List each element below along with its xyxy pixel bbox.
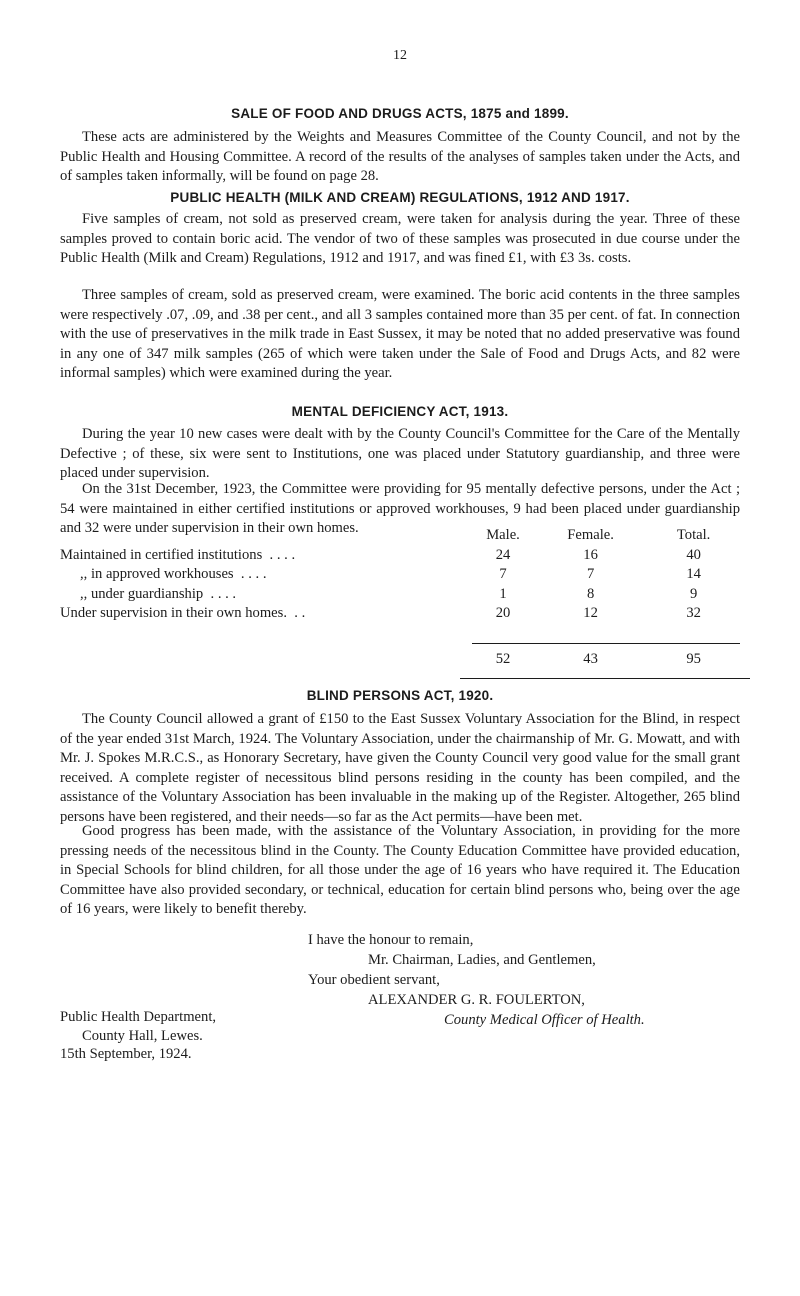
- table-spacer: [60, 624, 740, 644]
- row-label: Under supervision in their own homes. . .: [60, 605, 306, 622]
- page-number: 12: [393, 48, 407, 63]
- paragraph-mental-deficiency-1: During the year 10 new cases were dealt with by the County Council's Committee for the Care of the Mentally Defective ; of these, six were sent to Institutions, one was placed under Statutory guardianship, and three were placed under supervision.: [60, 426, 740, 481]
- table-header-female: Female.: [567, 527, 614, 544]
- row-male: 7: [499, 566, 507, 583]
- row-total: 32: [686, 605, 701, 622]
- row-male: 24: [495, 546, 511, 563]
- row-female: 8: [586, 585, 595, 602]
- total-female: 43: [534, 644, 647, 670]
- total-total: 95: [647, 644, 740, 670]
- row-label: ,, in approved workhouses . . . .: [80, 566, 267, 583]
- signatory-title: County Medical Officer of Health.: [444, 1012, 645, 1028]
- paragraph-blind-persons-1: The County Council allowed a grant of £150 to the East Sussex Voluntary Association for the Blind, in respect of the year ended 31st March, 1924. The Voluntary Association, under the chairmanship of Mr. G. Mowatt, and with Mr. J. Spokes M.R.C.S., as Honorary Secretary, have given the County Council very good value for the small grant received. A complete register of necessitous blind persons residing in the county has been compiled, and the assistance of the Voluntary Association has been invaluable in the making up of the Register. Altogether, 265 blind persons have been registered, and their needs—so far as the Act permits—have been met.: [60, 711, 740, 825]
- heading-blind-persons: BLIND PERSONS ACT, 1920.: [306, 688, 494, 703]
- paragraph-sale-of-food: These acts are administered by the Weights and Measures Committee of the County Council, and not by the Public Health and Housing Committee. A record of the results of the analyses of samples taken under the Acts, and of samples taken informally, will be found on page 28.: [60, 129, 740, 184]
- row-female: 12: [583, 605, 598, 622]
- heading-sale-of-food: SALE OF FOOD AND DRUGS ACTS, 1875 and 1899.: [231, 106, 569, 121]
- table-header-male: Male.: [486, 527, 520, 544]
- row-label: ,, under guardianship . . . .: [80, 585, 237, 602]
- table-row: [60, 585, 740, 605]
- paragraph-milk-cream-1: Five samples of cream, not sold as preserved cream, were taken for analysis during the year. Three of these samples proved to contain boric acid. The vendor of two of these samples was prosecuted in due course under the Public Health (Milk and Cream) Regulations, 1912 and 1917, and was fined £1, with £3 3s. costs.: [60, 211, 740, 266]
- address-block: [60, 1008, 216, 1064]
- heading-mental-deficiency: MENTAL DEFICIENCY ACT, 1913.: [291, 404, 509, 419]
- closing-line-3: Your obedient servant,: [308, 972, 440, 988]
- table-row: [60, 565, 740, 585]
- heading-milk-cream: PUBLIC HEALTH (MILK AND CREAM) REGULATIONS, 1912 AND 1917.: [170, 190, 630, 205]
- address-line-2: County Hall, Lewes.: [82, 1027, 203, 1044]
- row-total: 40: [686, 546, 701, 563]
- row-male: 20: [495, 605, 511, 622]
- table-totals-row: [60, 644, 740, 670]
- row-label: Maintained in certified institutions . . . .: [60, 546, 296, 563]
- closing-line-2: Mr. Chairman, Ladies, and Gentlemen,: [368, 952, 596, 968]
- row-male: 1: [499, 585, 507, 602]
- signatory-name: ALEXANDER G. R. FOULERTON,: [368, 992, 585, 1008]
- row-total: 9: [689, 585, 698, 602]
- table-header-row: [60, 526, 740, 546]
- row-female: 7: [586, 566, 595, 583]
- totals-underline: [460, 678, 750, 679]
- row-female: 16: [583, 546, 598, 563]
- paragraph-blind-persons-2: Good progress has been made, with the assistance of the Voluntary Association, in providing for the more pressing needs of the necessitous blind in the County. The County Education Committee have provided education, in Special Schools for blind children, for all those under the age of 16 years who have required it. The Education Committee have also provided secondary, or technical, education for certain blind persons who, being over the age of 16 years, were likely to benefit thereby.: [60, 823, 740, 917]
- address-line-1: Public Health Department,: [60, 1009, 217, 1025]
- mental-deficiency-table: [60, 526, 740, 670]
- row-total: 14: [686, 566, 701, 583]
- table-header-label: [60, 526, 472, 546]
- closing-line-1: I have the honour to remain,: [308, 932, 474, 948]
- table-row: [60, 546, 740, 566]
- table-header-total: Total.: [676, 527, 711, 544]
- paragraph-milk-cream-2: Three samples of cream, sold as preserved cream, were examined. The boric acid contents in the three samples were respectively .07, .09, and .38 per cent., and all 3 samples contained more than 35 per cent. of fat. In connection with the use of preservatives in the milk trade in East Sussex, it may be noted that no added preservative was found in any one of 347 milk samples (265 of which were taken under the Sale of Food and Drugs Acts, and 82 were informal samples) which were examined during the year.: [60, 287, 740, 381]
- address-date: 15th September, 1924.: [60, 1046, 192, 1062]
- paragraph-mental-deficiency-2: On the 31st December, 1923, the Committee were providing for 95 mentally defective persons, under the Act ; 54 were maintained in either certified institutions or approved workhouses, 9 had been placed under guardianship and 32 were under supervision in their own homes.: [60, 481, 740, 536]
- table-row: [60, 604, 740, 624]
- total-male: 52: [472, 644, 534, 670]
